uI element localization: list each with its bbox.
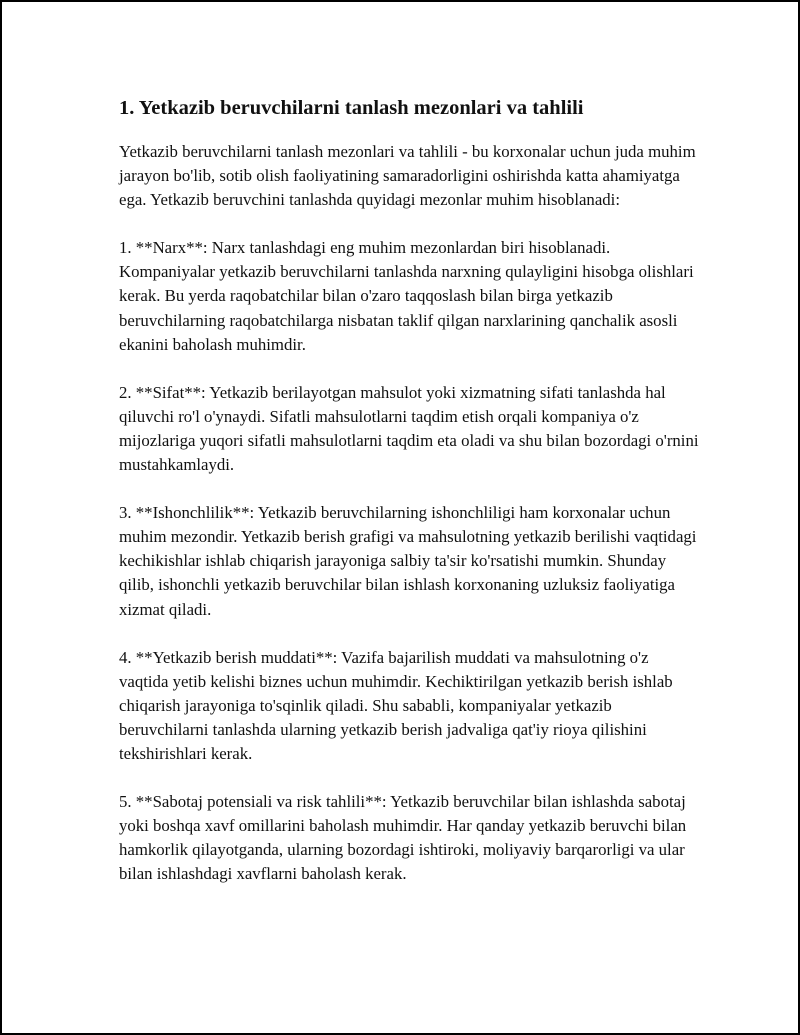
document-title: 1. Yetkazib beruvchilarni tanlash mezonlari va tahlili bbox=[119, 97, 584, 119]
criterion-delivery-time-paragraph: 4. **Yetkazib berish muddati**: Vazifa bajarilish muddati va mahsulotning o'z vaqtida yetib kelishi biznes uchun muhimdir. Kechiktirilgan yetkazib berish ishlab chiqarish jarayoniga to'sqinlik qiladi. Shu sababli, kompaniyalar yetkazib beruvchilarni tanlashda ularning yetkazib berish jadvaliga qat'iy rioya qilishini tekshirishlari kerak. bbox=[119, 647, 673, 763]
criterion-reliability-paragraph: 3. **Ishonchlilik**: Yetkazib beruvchilarning ishonchliligi ham korxonalar uchun muhim mezondir. Yetkazib berish grafigi va mahsulotning yetkazib berilishi vaqtidagi kechikishlar ishlab chiqarish jarayoniga salbiy ta'sir ko'rsatishi mumkin. Shunday qilib, ishonchli yetkazib beruvchilar bilan ishlash korxonaning uzluksiz faoliyatiga xizmat qiladi. bbox=[119, 503, 697, 619]
intro-paragraph: Yetkazib beruvchilarni tanlash mezonlari va tahlili - bu korxonalar uchun juda muhim jarayon bo'lib, sotib olish faoliyatining samaradorligini oshirishda katta ahamiyatga ega. Yetkazib beruvchini tanlashda quyidagi mezonlar muhim hisoblanadi: bbox=[119, 142, 696, 210]
criterion-risk-analysis-paragraph: 5. **Sabotaj potensiali va risk tahlili**: Yetkazib beruvchilar bilan ishlashda sabotaj yoki boshqa xavf omillarini baholash muhimdir. Har qanday yetkazib beruvchi bilan hamkorlik qilayotganda, ularning bozordagi ishtiroki, moliyaviy barqarorligi va ular bilan ishlashdagi xavflarni baholash kerak. bbox=[119, 792, 687, 884]
criterion-quality-paragraph: 2. **Sifat**: Yetkazib berilayotgan mahsulot yoki xizmatning sifati tanlashda hal qiluvchi ro'l o'ynaydi. Sifatli mahsulotlarni taqdim etish orqali kompaniya o'z mijozlariga yuqori sifatli mahsulotlarni taqdim eta oladi va shu bilan bozordagi o'rnini mustahkamlaydi. bbox=[119, 382, 699, 475]
document-body bbox=[119, 94, 699, 886]
criterion-price-paragraph: 1. **Narx**: Narx tanlashdagi eng muhim mezonlardan biri hisoblanadi. Kompaniyalar yetkazib beruvchilarni tanlashda narxning qulayligini hisobga olishlari kerak. Bu yerda raqobatchilar bilan o'zaro taqqoslash bilan birga yetkazib beruvchilarning raqobatchilarga nisbatan taklif qilgan narxlarining qanchalik asosli ekanini baholash muhimdir. bbox=[119, 238, 694, 354]
